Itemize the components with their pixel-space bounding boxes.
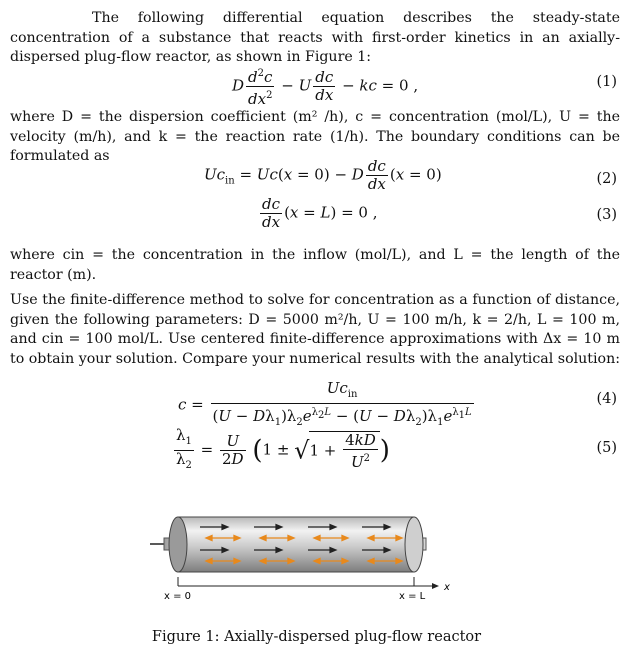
equation-1: D $\frac{d^2c}{dx^2}$ − U $\frac{dc}{dx}$ − kc = 0 ,: [232, 65, 418, 108]
reactor-inlet-cap: [169, 517, 187, 572]
inflow-definition-paragraph: where cin = the concentration in the inflow (mol/L), and L = the length of the reactor (m).: [10, 247, 620, 283]
reactor-tube: [178, 517, 414, 572]
x-axis-arrowhead-icon: [432, 583, 439, 589]
equation-3: $\frac{dc}{dx}$ (x = L) = 0 ,: [262, 195, 378, 231]
xL-label: x = L: [399, 591, 426, 602]
intro-paragraph: The following differential equation describes the steady-state concentration of a substance that reacts with first-order kinetics in an axially-dispersed plug-flow reactor, as shown in Figure 1:: [10, 10, 620, 65]
x-axis-label: x: [444, 582, 450, 593]
x0-label: x = 0: [164, 591, 192, 602]
equation-5: $\frac{\lambda_1}{\lambda_2}$ = $\frac{U}{2D}$ (1 ± √1 + $\frac{4kD}{U^2}$ ): [176, 426, 390, 471]
reactor-figure: [0, 505, 633, 617]
task-paragraph: Use the finite-difference method to solve for concentration as a function of distance, given the following parameters: D = 5000 m²/h, U = 100 m/h, k = 2/h, L = 100 m, and cin = 100 mol/L. Use centered finite-difference approximations with Δx = 10 m to obtain your solution. Compare your numerical results with the analytical solution:: [10, 292, 620, 367]
equation-number-4: (4): [596, 391, 617, 407]
figure-caption: Figure 1: Axially-dispersed plug-flow reactor: [151, 629, 482, 645]
equation-number-3: (3): [596, 207, 617, 223]
equation-number-2: (2): [596, 171, 617, 187]
definitions-paragraph: where D = the dispersion coefficient (m² /h), c = concentration (mol/L), U = the velocity (m/h), and k = the reaction rate (1/h). The boundary conditions can be formulated as: [10, 109, 620, 164]
equation-2: $Uc_{in} = Uc(x = 0) - D$ $\frac{dc}{dx}$ (x = 0): [204, 157, 442, 193]
equation-4: c = $\frac{Uc_{in}}{(U - D\lambda_1)\lambda_2e^{\lambda_2L} - (U - D\lambda_2)\lambda_1e^{\lambda_1L}}$: [178, 379, 472, 428]
equation-number-5: (5): [596, 440, 617, 456]
reactor-outlet-cap: [405, 517, 423, 572]
equation-number-1: (1): [596, 74, 617, 90]
